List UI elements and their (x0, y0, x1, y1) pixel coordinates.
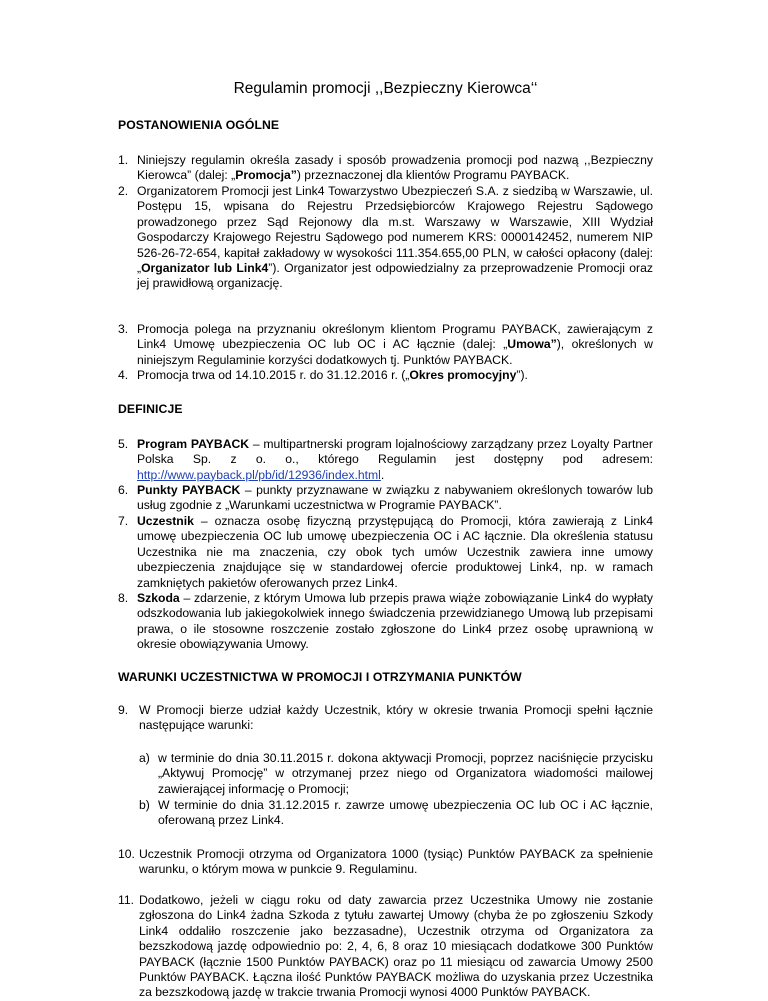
payback-regulations-link[interactable]: http://www.payback.pl/pb/id/12936/index.html (137, 467, 381, 482)
clause-9a: a) w terminie do dnia 30.11.2015 r. dokona aktywacji Promocji, poprzez naciśnięcie przycisku „Aktywuj Promocję” w otrzymanej przez niego od Organizatora wiadomości mailowej zawierającej informację o Promocji; (139, 751, 653, 796)
clause-letter: b) (139, 798, 150, 812)
clause-number: 8. (118, 591, 129, 605)
section-heading-general: POSTANOWIENIA OGÓLNE (118, 118, 280, 132)
clause-number: 9. (118, 703, 129, 717)
clause-number: 5. (118, 437, 129, 451)
clause-9b: b) W terminie do dnia 31.12.2015 r. zawrze umowę ubezpieczenia OC lub OC i AC łącznie, oferowaną przez Link4. (139, 798, 653, 828)
clause-4: 4. Promocja trwa od 14.10.2015 r. do 31.12.2016 r. („Okres promocyjny”). (118, 368, 528, 382)
clause-number: 11. (118, 893, 135, 907)
clause-2: 2. Organizatorem Promocji jest Link4 Towarzystwo Ubezpieczeń S.A. z siedzibą w Warszawie, ul. Postępu 15, wpisana do Rejestru Przedsiębiorców Krajowego Rejestru Sądowego prowadzonego przez Sąd Rejonowy dla m.st. Warszawy w Warszawie, XIII Wydział Gospodarczy Krajowego Rejestru Sądowego pod numerem KRS: 0000142452, numerem NIP 526-26-72-654, kapitał zakładowy w wysokości 111.354.655,00 PLN, w całości opłacony (dalej: „Organizator lub Link4”). Organizator jest odpowiedzialny za przeprowadzenie Promocji oraz jej prawidłową organizację. (118, 184, 653, 291)
clause-8: 8. Szkoda – zdarzenie, z którym Umowa lub przepis prawa wiąże zobowiązanie Link4 do wypłaty odszkodowania lub jakiegokolwiek innego świadczenia przewidzianego Umową lub przepisami prawa, o ile stosowne roszczenie zostało zgłoszone do Link4 przez osobę uprawnioną w okresie obowiązywania Umowy. (118, 591, 653, 652)
clause-number: 6. (118, 483, 129, 497)
clause-7: 7. Uczestnik – oznacza osobę fizyczną przystępującą do Promocji, która zawierają z Link4 umowę ubezpieczenia OC lub umowę ubezpieczenia OC i AC łącznie. Dla określenia statusu Uczestnika nie ma znaczenia, czy obok tych umów Uczestnik zawiera inne umowy ubezpieczenia znajdujące się w standardowej ofercie produktowej Link4, np. w ramach zamkniętych pakietów oferowanych przez Link4. (118, 514, 653, 590)
clause-number: 1. (118, 153, 129, 167)
clause-number: 2. (118, 184, 129, 198)
clause-1: 1. Niniejszy regulamin określa zasady i sposób prowadzenia promocji pod nazwą ,,Bezpieczny Kierowca” (dalej: „Promocja”) przeznaczonej dla klientów Programu PAYBACK. (118, 153, 653, 183)
clause-3: 3. Promocja polega na przyznaniu określonym klientom Programu PAYBACK, zawierającym z Link4 Umowę ubezpieczenia OC lub OC i AC łącznie (dalej: „Umowa”), określonych w niniejszym Regulaminie korzyści dodatkowych tj. Punktów PAYBACK. (118, 322, 653, 367)
clause-number: 4. (118, 368, 129, 382)
clause-10: 10. Uczestnik Promocji otrzyma od Organizatora 1000 (tysiąc) Punktów PAYBACK za spełnienie warunku, o którym mowa w punkcie 9. Regulaminu. (118, 847, 653, 877)
clause-number: 7. (118, 514, 129, 528)
clause-number: 10. (118, 847, 135, 861)
clause-letter: a) (139, 751, 150, 765)
section-heading-definitions: DEFINICJE (118, 402, 183, 416)
clause-9: 9. W Promocji bierze udział każdy Uczestnik, który w okresie trwania Promocji spełni łącznie następujące warunki: (118, 703, 653, 733)
document-title: Regulamin promocji ,,Bezpieczny Kierowca‘‘ (233, 80, 538, 97)
clause-6: 6. Punkty PAYBACK – punkty przyznawane w związku z nabywaniem określonych towarów lub usług zgodnie z „Warunkami uczestnictwa w Programie PAYBACK”. (118, 483, 653, 513)
clause-11: 11. Dodatkowo, jeżeli w ciągu roku od daty zawarcia przez Uczestnika Umowy nie zostanie zgłoszona do Link4 żadna Szkoda z tytułu zawartej Umowy (chyba że po zgłoszeniu Szkody Link4 oddaliło roszczenie jako bezzasadne), Uczestnik otrzyma od Organizatora za bezszkodową jazdę odpowiednio po: 2, 4, 6, 8 oraz 10 miesiącach dodatkowe 300 Punktów PAYBACK (łącznie 1500 Punktów PAYBACK) oraz po 11 miesiącu od zawarcia Umowy 2500 Punktów PAYBACK. Łączna ilość Punktów PAYBACK możliwa do uzyskania przez Uczestnika za bezszkodową jazdę w trakcie trwania Promocji wynosi 4000 Punktów PAYBACK. (118, 893, 653, 1000)
section-heading-conditions: WARUNKI UCZESTNICTWA W PROMOCJI I OTRZYMANIA PUNKTÓW (118, 670, 522, 684)
clause-5: 5. Program PAYBACK – multipartnerski program lojalnościowy zarządzany przez Loyalty Partner Polska Sp. z o. o., którego Regulamin jest dostępny pod adresem: http://www.payback.pl/pb/id/12936/index.html. (118, 437, 653, 482)
clause-number: 3. (118, 322, 129, 336)
